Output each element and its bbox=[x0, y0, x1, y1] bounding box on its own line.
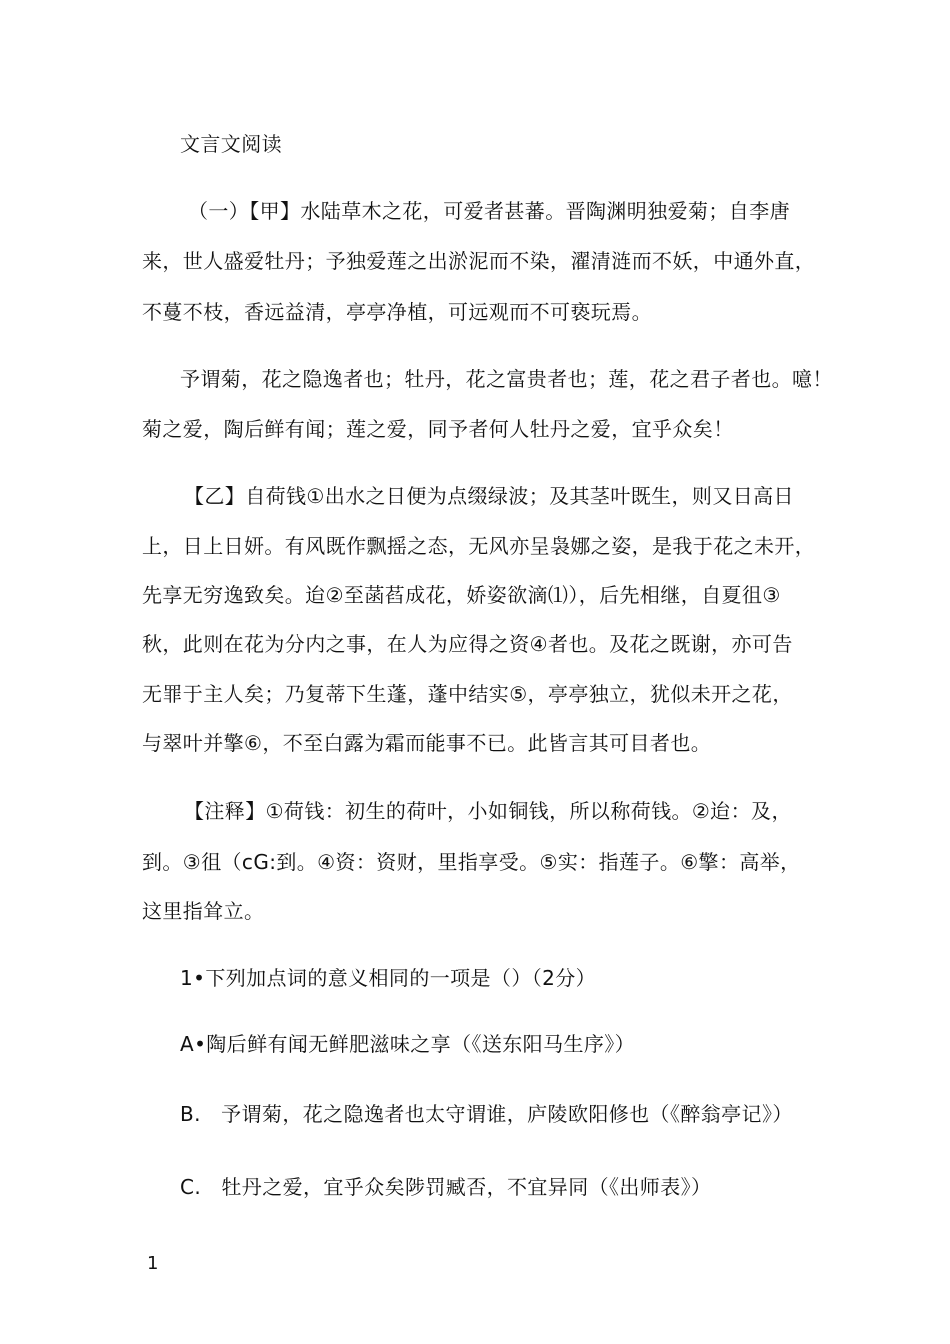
passage-jia-line: （一）【甲】水陆草木之花，可爱者甚蕃。晋陶渊明独爱菊；自李唐 bbox=[188, 199, 790, 223]
passage-jia-line: 不蔓不枝，香远益清，亭亭净植，可远观而不可亵玩焉。 bbox=[142, 300, 652, 324]
option-c: C. 牡丹之爱，宜乎众矣陟罚臧否，不宜异同（《出师表》） bbox=[180, 1175, 712, 1199]
page-number: 1 bbox=[147, 1253, 159, 1274]
option-a: A•陶后鲜有闻无鲜肥滋味之享（《送东阳马生序》） bbox=[180, 1032, 636, 1056]
passage-jia-line: 菊之爱，陶后鲜有闻；莲之爱，同予者何人牡丹之爱，宜乎众矣！ bbox=[142, 417, 734, 441]
section-title: 文言文阅读 bbox=[180, 132, 282, 156]
option-b: B. 予谓菊，花之隐逸者也太守谓谁，庐陵欧阳修也（《醉翁亭记》） bbox=[180, 1102, 793, 1126]
passage-jia-line: 予谓菊，花之隐逸者也；牡丹，花之富贵者也；莲，花之君子者也。噫！ bbox=[180, 367, 833, 391]
passage-jia-line: 来，世人盛爱牡丹；予独爱莲之出淤泥而不染，濯清涟而不妖，中通外直， bbox=[142, 249, 816, 273]
notes-line: 到。③徂（cG:到。④资：资财，里指享受。⑤实：指莲子。⑥擎：高举， bbox=[142, 850, 801, 874]
passage-yi-line: 上，日上日妍。有风既作飘摇之态，无风亦呈袅娜之姿，是我于花之未开， bbox=[142, 534, 816, 558]
passage-yi-line: 【乙】自荷钱①出水之日便为点缀绿波；及其茎叶既生，则又日高日 bbox=[184, 484, 794, 508]
passage-yi-line: 先享无穷逸致矣。迨②至菡萏成花，娇姿欲滴⑴），后先相继，自夏徂③ bbox=[142, 583, 781, 607]
notes-line: 这里指耸立。 bbox=[142, 899, 265, 923]
passage-yi-line: 与翠叶并擎⑥，不至白露为霜而能事不已。此皆言其可目者也。 bbox=[142, 731, 712, 755]
notes-line: 【注释】①荷钱：初生的荷叶，小如铜钱，所以称荷钱。②迨：及， bbox=[184, 799, 792, 823]
passage-yi-line: 秋，此则在花为分内之事，在人为应得之资④者也。及花之既谢，亦可告 bbox=[142, 632, 793, 656]
passage-yi-line: 无罪于主人矣；乃复蒂下生蓬，蓬中结实⑤，亭亭独立，犹似未开之花， bbox=[142, 682, 793, 706]
question-1: 1•下列加点词的意义相同的一项是（）（2分） bbox=[180, 966, 597, 990]
